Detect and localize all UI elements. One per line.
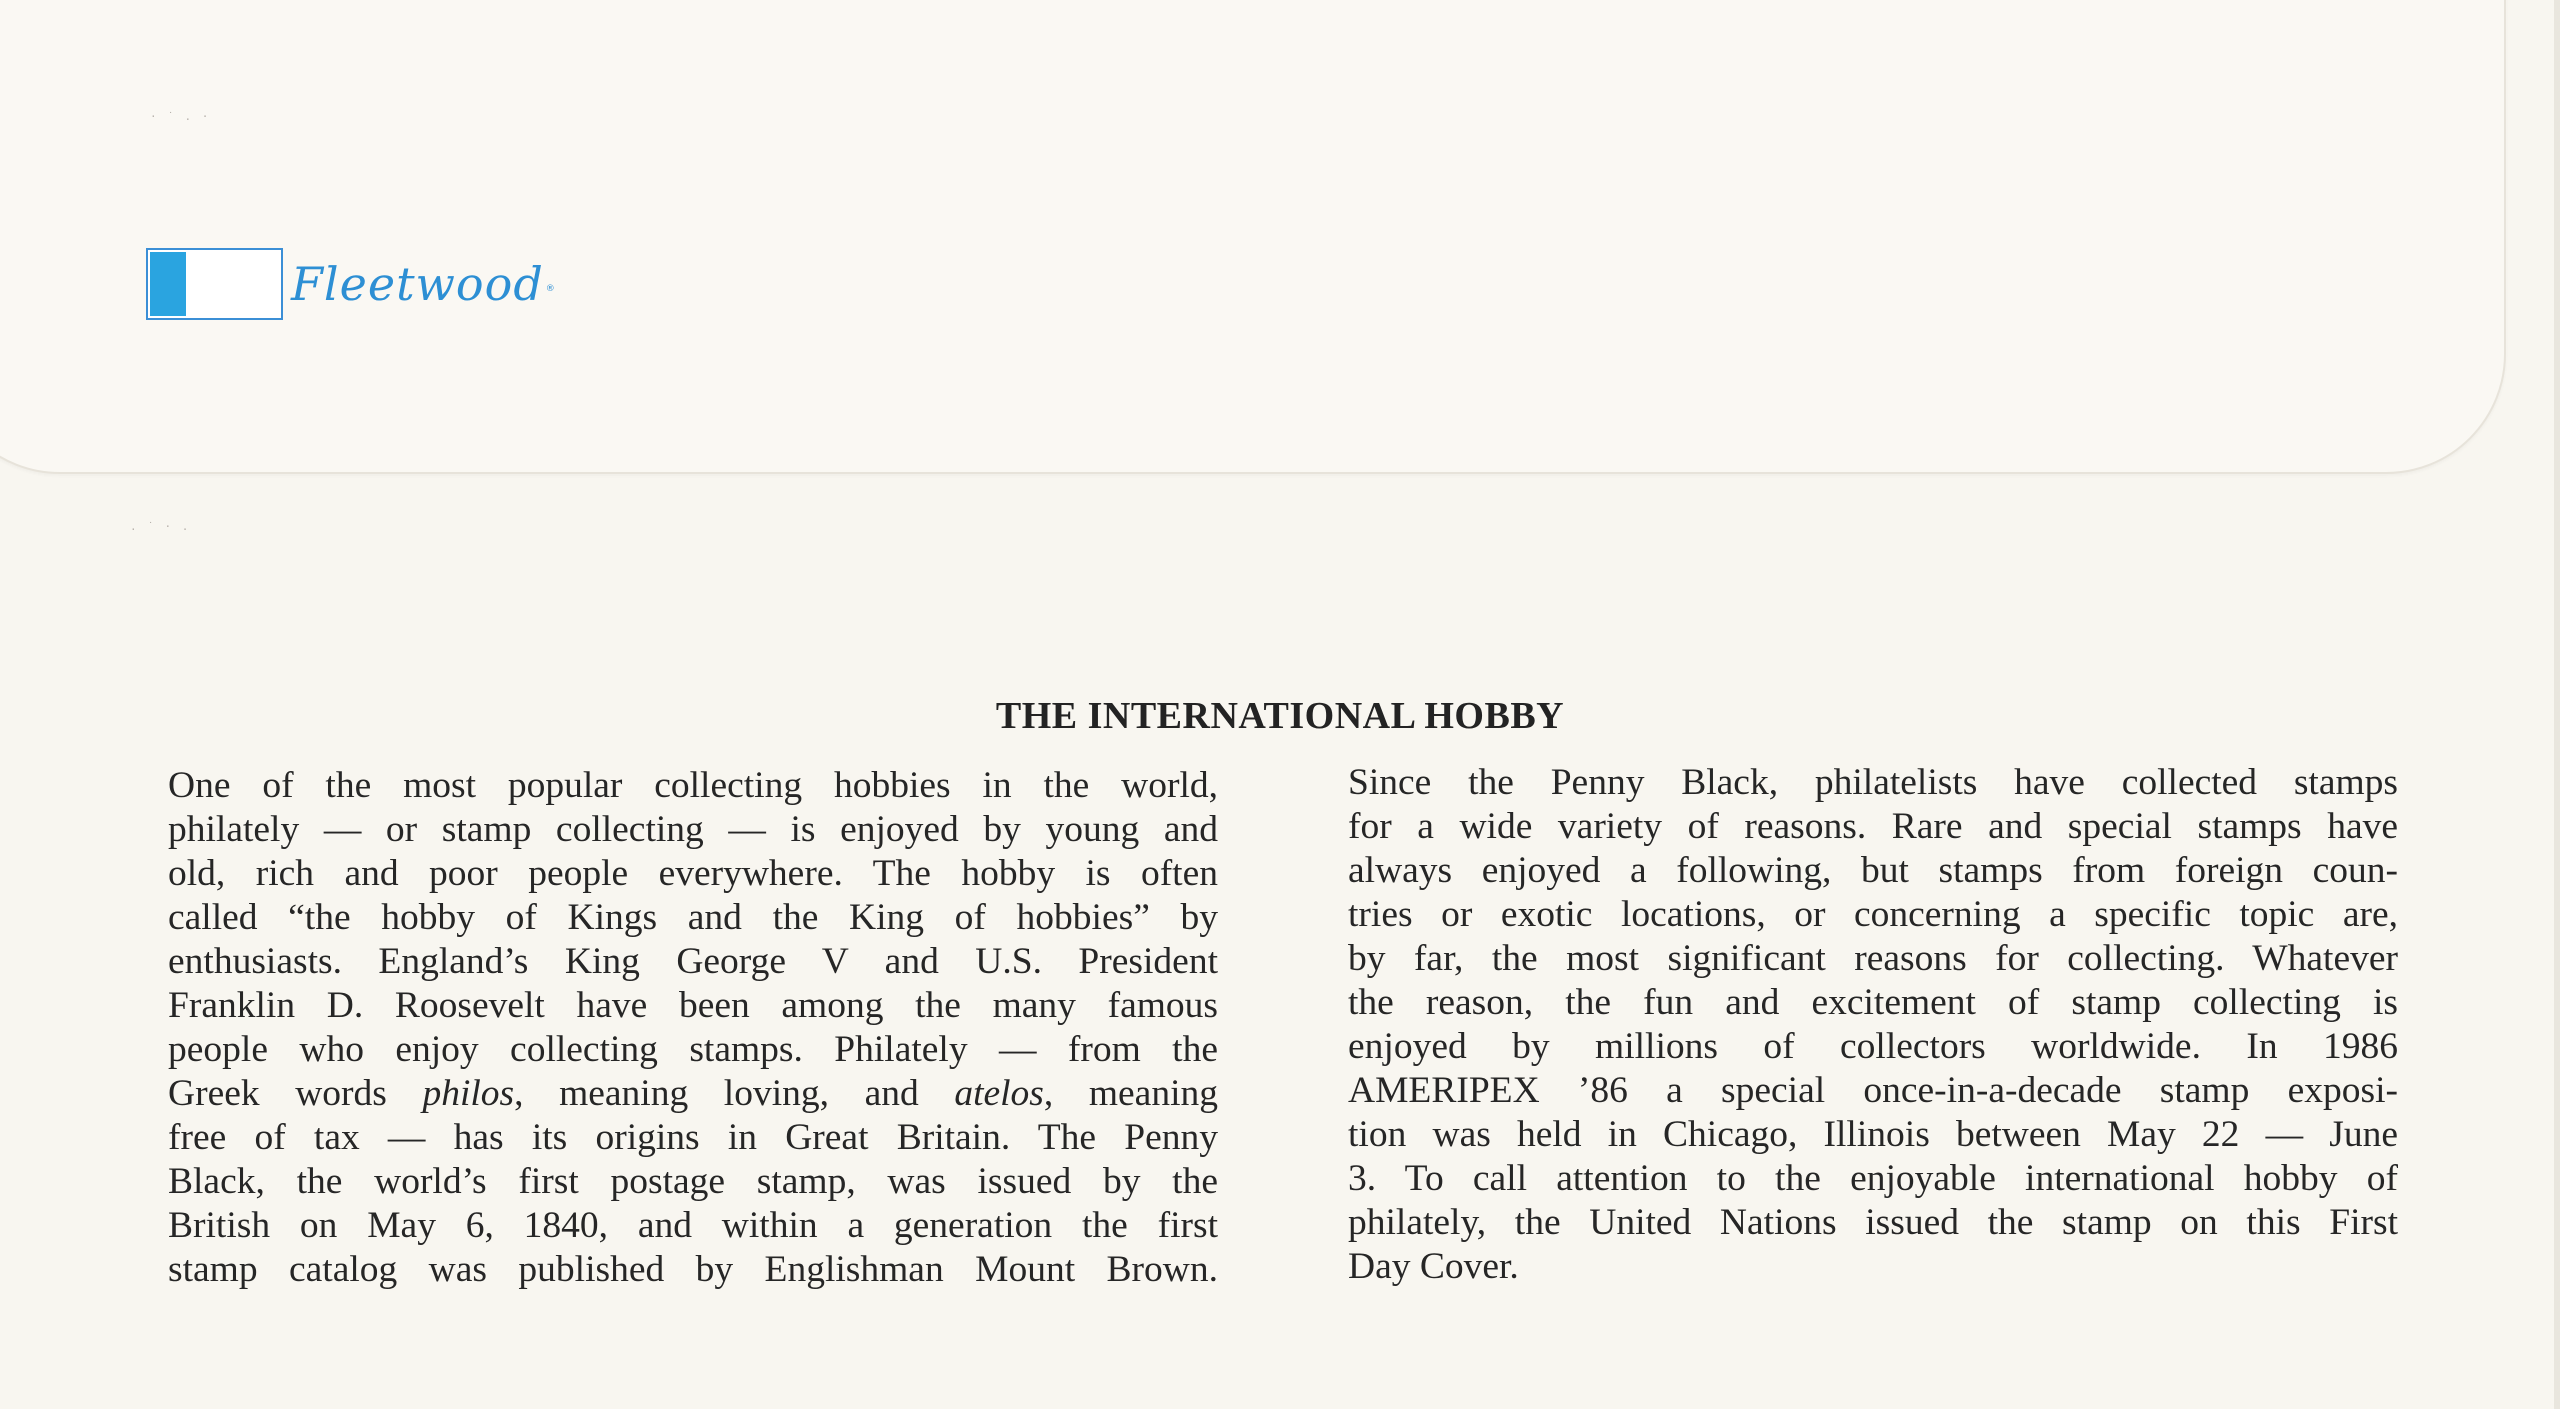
text-line: Franklin D. Roosevelt have been among the many famous xyxy=(168,985,1218,1026)
logo-box-fill xyxy=(150,252,186,316)
text-line: old, rich and poor people everywhere. The hobby is often xyxy=(168,853,1218,894)
envelope-flap xyxy=(0,0,2506,474)
text-line: enthusiasts. England’s King George V and U.S. President xyxy=(168,941,1218,982)
text-line: tries or exotic locations, or concerning a specific topic are, xyxy=(1348,894,2398,935)
text-line: stamp catalog was published by Englishman Mount Brown. xyxy=(168,1249,1218,1290)
logo-box-icon xyxy=(146,248,283,320)
text-line: philately — or stamp collecting — is enjoyed by young and xyxy=(168,809,1218,850)
text-line: enjoyed by millions of collectors worldwide. In 1986 xyxy=(1348,1026,2398,1067)
registered-mark: ® xyxy=(545,284,555,294)
article-title: THE INTERNATIONAL HOBBY xyxy=(995,695,1565,737)
fleetwood-logo xyxy=(146,248,555,320)
text-line: Day Cover. xyxy=(1348,1246,1519,1287)
text-line: Since the Penny Black, philatelists have collected stamps xyxy=(1348,762,2398,803)
text-line: by far, the most significant reasons for collecting. Whatever xyxy=(1348,938,2398,979)
text-line: always enjoyed a following, but stamps from foreign coun- xyxy=(1348,850,2398,891)
text-line: philately, the United Nations issued the stamp on this First xyxy=(1348,1202,2398,1243)
text-line: Greek words philos, meaning loving, and atelos, meaning xyxy=(168,1073,1218,1114)
greek-word: atelos xyxy=(954,1073,1044,1114)
text-line: AMERIPEX ’86 a special once-in-a-decade stamp exposi- xyxy=(1348,1070,2398,1111)
text-line: for a wide variety of reasons. Rare and special stamps have xyxy=(1348,806,2398,847)
paper-speckle: . ˙ · . xyxy=(130,520,191,533)
text-line: the reason, the fun and excitement of stamp collecting is xyxy=(1348,982,2398,1023)
text-line: Black, the world’s first postage stamp, was issued by the xyxy=(168,1161,1218,1202)
text-line: tion was held in Chicago, Illinois between May 22 — June xyxy=(1348,1114,2398,1155)
logo-wordmark: Fleetwood xyxy=(291,257,544,311)
text-line: One of the most popular collecting hobbies in the world, xyxy=(168,765,1218,806)
text-line: 3. To call attention to the enjoyable international hobby of xyxy=(1348,1158,2398,1199)
left-column xyxy=(168,764,1218,1292)
text-line: free of tax — has its origins in Great Britain. The Penny xyxy=(168,1117,1218,1158)
text-line: people who enjoy collecting stamps. Philately — from the xyxy=(168,1029,1218,1070)
text-line: British on May 6, 1840, and within a generation the first xyxy=(168,1205,1218,1246)
paper-speckle: · ˙ . · xyxy=(150,110,211,123)
text-line: called “the hobby of Kings and the King of hobbies” by xyxy=(168,897,1218,938)
greek-word: philos xyxy=(422,1073,515,1114)
right-column xyxy=(1348,761,2398,1289)
